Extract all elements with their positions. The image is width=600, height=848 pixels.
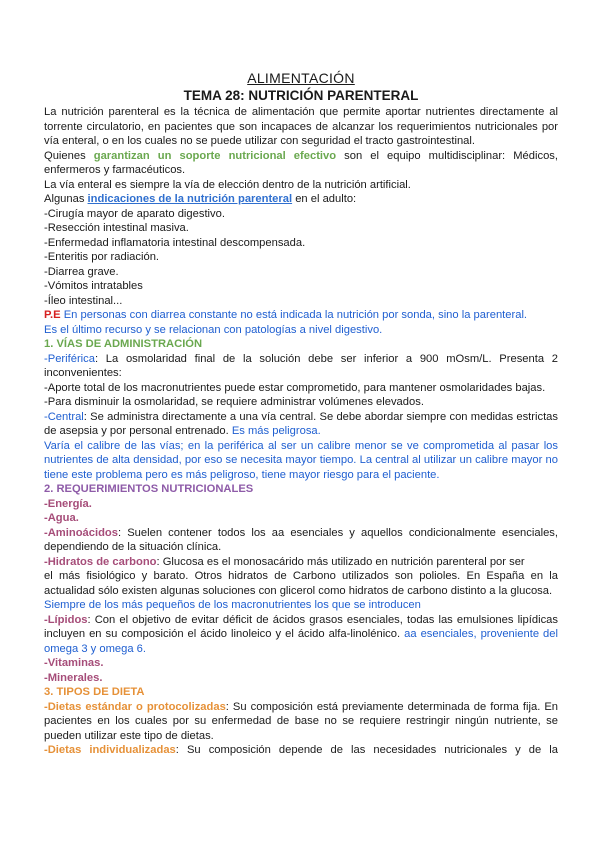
- varia-paragraph: Varía el calibre de las vías; en la periférica al ser un calibre menor se ve comprometida al pasar los nutrientes de alta densidad, por eso se necesita mayor tiempo. La central al utilizar un calibre mayor no tiene este problema pero es más peligroso, tiene mayor riesgo para el paciente.: [44, 439, 558, 481]
- hidratos-label: -Hidratos de carbono: [44, 555, 157, 568]
- list-item: -Cirugía mayor de aparato digestivo.: [44, 207, 225, 220]
- list-item: -Íleo intestinal...: [44, 294, 123, 307]
- section-2-heading: 2. REQUERIMIENTOS NUTRICIONALES: [44, 483, 254, 495]
- energia-item: -Energía.: [44, 497, 92, 510]
- list-item: -Resección intestinal masiva.: [44, 222, 189, 234]
- central-label: -Central: [44, 410, 84, 423]
- team-paragraph: Quienes garantizan un soporte nutricional efectivo son el equipo multidisciplinar: Médicos, enfermeros y farmacéuticos.: [44, 149, 558, 176]
- disminuir-paragraph: -Para disminuir la osmolaridad, se requiere administrar volúmenes elevados.: [44, 396, 424, 408]
- individualizadas-paragraph: -Dietas individualizadas: Su composición depende de las necesidades nutricionales y de la: [44, 744, 558, 756]
- list-item: -Enteritis por radiación.: [44, 251, 160, 263]
- agua-item: -Agua.: [44, 512, 79, 524]
- lipidos-highlight: aa esenciales, proveniente del omega 3 y omega 6.: [44, 628, 558, 655]
- indications-heading: Algunas indicaciones de la nutrición parenteral en el adulto:: [44, 193, 357, 205]
- lipidos-label: -Lípidos: [44, 613, 88, 626]
- periferica-paragraph: -Periférica: La osmolaridad final de la solución debe ser inferior a 900 mOsm/L. Presenta 2 inconvenientes:: [44, 352, 558, 379]
- lipidos-paragraph: -Lípidos: Con el objetivo de evitar déficit de ácidos grasos esenciales, todas las emulsiones lipídicas incluyen en su composición el ácido linoleico y el ácido alfa-linolénico. aa esenciales, proveniente del omega 3 y omega 6.: [44, 613, 558, 655]
- list-item: -Enfermedad inflamatoria intestinal descompensada.: [44, 236, 306, 249]
- section-3-heading: 3. TIPOS DE DIETA: [44, 686, 145, 698]
- section-1-heading: 1. VÍAS DE ADMINISTRACIÓN: [44, 338, 203, 350]
- vitaminas-item: -Vitaminas.: [44, 657, 104, 669]
- central-highlight: Es más peligrosa.: [231, 425, 321, 437]
- team-highlight: garantizan un soporte nutricional efectivo: [93, 149, 337, 162]
- hidratos-paragraph: -Hidratos de carbono: Glucosa es el monosacárido más utilizado en nutrición parenteral por ser: [44, 555, 525, 568]
- individualizadas-label: -Dietas individualizadas: [44, 744, 176, 756]
- periferica-label: -Periférica: [44, 352, 95, 365]
- pe-label: P.E: [44, 309, 61, 321]
- pe-note: P.E En personas con diarrea constante no está indicada la nutrición por sonda, sino la parenteral.: [44, 309, 528, 321]
- central-paragraph: -Central: Se administra directamente a una vía central. Se debe abordar siempre con medidas estrictas de asepsia y por personal entrenado. Es más peligrosa.: [44, 410, 558, 437]
- intro-paragraph: La nutrición parenteral es la técnica de alimentación que permite aportar nutrientes directamente al torrente circulatorio, en pacientes que son incapaces de alcanzar los requerimientos nutricionales por vía enteral, o en los cuales no se puede utilizar con seguridad el tracto gastrointestinal.: [44, 106, 558, 147]
- estandar-label: -Dietas estándar o protocolizadas: [44, 700, 226, 713]
- aporte-paragraph: -Aporte total de los macronutrientes puede estar comprometido, para mantener osmolaridades bajas.: [44, 381, 546, 394]
- aminoacidos-paragraph: -Aminoácidos: Suelen contener todos los aa esenciales y aquellos condicionalmente esenciales, dependiendo de la situación clínica.: [44, 526, 558, 553]
- pe-note-2: Es el último recurso y se relacionan con patologías a nivel digestivo.: [44, 323, 383, 336]
- topic-title: TEMA 28: NUTRICIÓN PARENTERAL: [183, 88, 419, 103]
- list-item: -Vómitos intratables: [44, 280, 143, 292]
- hidratos-paragraph-cont: el más fisiológico y barato. Otros hidratos de Carbono utilizados son polioles. En España en la actualidad sólo existen algunas soluciones con glicerol como hidratos de carbono distinto a la glucosa.: [44, 570, 558, 597]
- minerales-item: -Minerales.: [44, 671, 103, 684]
- aminoacidos-label: -Aminoácidos: [44, 526, 118, 539]
- page-title: ALIMENTACIÓN: [247, 70, 355, 86]
- estandar-paragraph: -Dietas estándar o protocolizadas: Su composición está previamente determinada de forma fija. En pacientes en los cuales por su enfermedad de base no se requiere restringir ningún nutriente, se pueden utilizar este tipo de dietas.: [44, 700, 559, 742]
- indications-highlight: indicaciones de la nutrición parenteral: [87, 193, 293, 205]
- enteral-paragraph: La vía enteral es siempre la vía de elección dentro de la nutrición artificial.: [44, 178, 411, 191]
- list-item: -Diarrea grave.: [44, 265, 119, 278]
- siempre-paragraph: Siempre de los más pequeños de los macronutrientes los que se introducen: [44, 599, 421, 611]
